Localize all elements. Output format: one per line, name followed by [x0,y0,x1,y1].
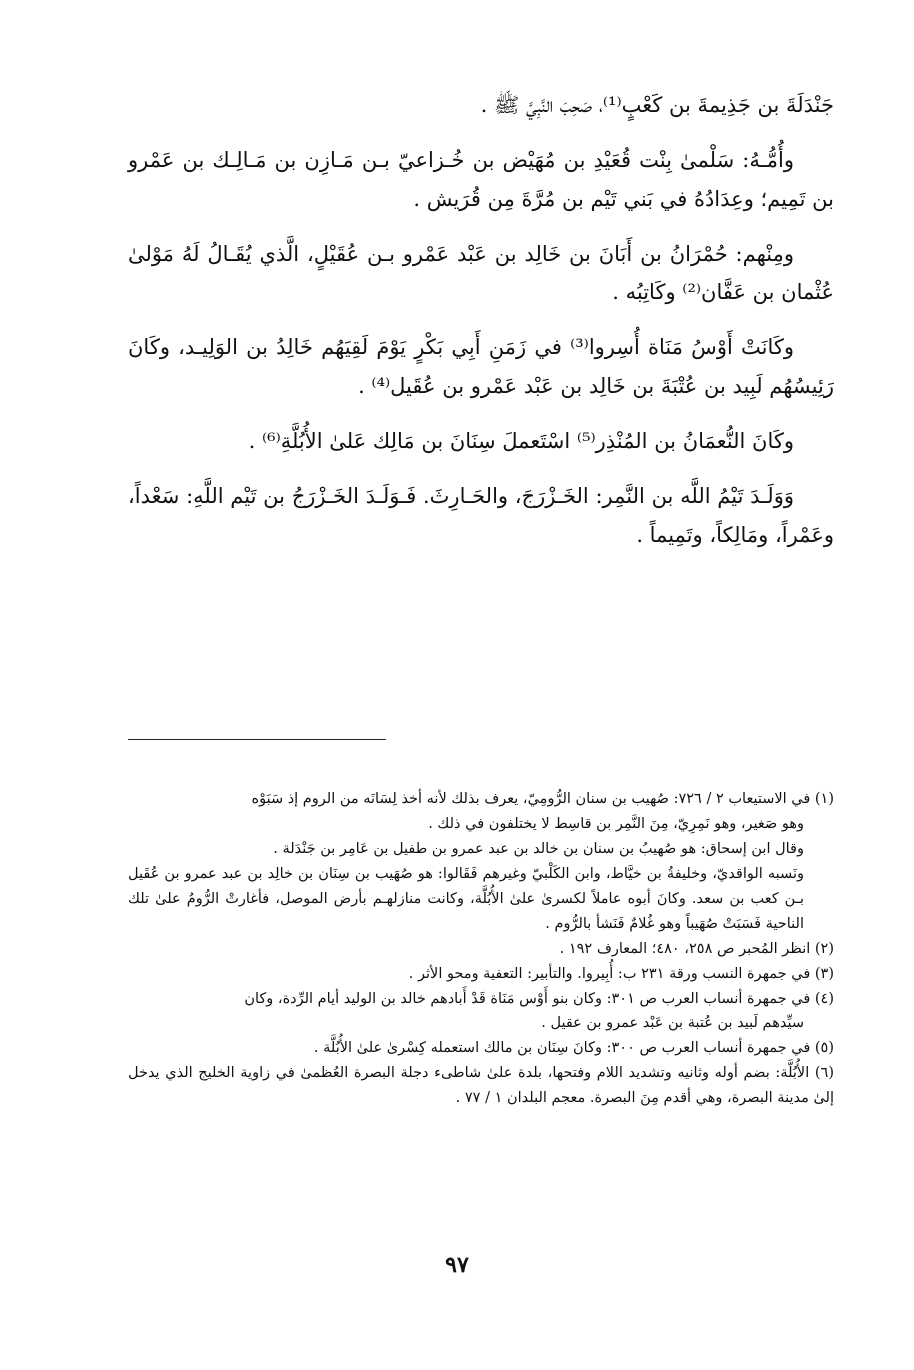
footnote-separator [128,739,386,740]
footnote-1-lineage: ونَسبه الواقديّ، وخليفةُ بن خيَّاط، وابن الكَلْبيّ وغيرهم فَقَالوا: هو صُهَيب بن سِنَان بن خالِد بن عبد عمرو بن عُقَيل بـن كعب بن سعد. وكانَ أبوه عاملاً لكسرىٰ علىٰ الأُبُلَّة، وكانت منازلهـم بأرض الموصل، فأغارتْ الرُّومُ علىٰ تلك الناحية فَسَبَتْ صُهَيباً وهو غُلامٌ فَنَشأ بالرُّوم . [128,865,804,932]
footnote-2: (٢) انظر المُحبر ص ٢٥٨، ٤٨٠؛ المعارف ١٩٢ . [559,940,834,957]
footnote-6: (٦) الأُبُلَّة: بضم أوله وثانيه وتشديد اللام وفتحها، بلدة علىٰ شاطىء دجلة البصرة العُظمىٰ في زاوية الخليج الذي يدخل إلىٰ مدينة البصرة، وهي أقدم مِنَ البصرة. معجم البلدان ١ / ٧٧ . [128,1065,834,1107]
footnote-4: (٤) في جمهرة أنساب العرب ص ٣٠١: وكان بنو أَوْس مَنَاة قَدْ أَبادهم خالد بن الوليد أيام الرِّدة، وكان [244,990,834,1007]
footnote-5: (٥) في جمهرة أنساب العرب ص ٣٠٠: وكانَ سِنَان بن مالك استعمله كِسْرىٰ علىٰ الأُبُلَّة . [313,1040,834,1057]
footnote-1-continuation: وهو صَغير، وهو نَمِرِيّ، مِنَ النَّمِر بن قاسِط لا يختلفون في ذلك . [428,815,804,832]
footnote-3: (٣) في جمهرة النسب ورقة ٢٣١ ب: أُبِيروا. والتأبير: التعفية ومحو الأثر . [408,965,834,982]
paragraph-2: وأُمُّـهُ: سَلْمىٰ بِنْت قُعَيْدِ بن مُهَيْض بن خُـزاعيّ بـن مَـازِن بن مَـالِـك بن عَمْرو بن تَمِيم؛ وعِدَادُهُ في بَني تَيْم بن مُرَّةَ مِن قُرَيش . [128,147,834,211]
footnote-4-continuation: سيِّدهم لَبيد بن عُتبة بن عَبْد عمرو بن عقيل . [541,1015,804,1032]
footnote-1: (١) في الاستيعاب ٢ / ٧٢٦: صُهيب بن سنان الرُّومِيّ، يعرف بذلك لأنه أخذ لِسَانَه من الروم إذ سَبَوْه [251,791,834,807]
main-text [128,86,834,570]
paragraph-4: وكَانَتْ أَوْسُ مَنَاة أُسِروا⁽³⁾ في زَمَنِ أَبِي بَكْرٍ يَوْمَ لَقِيَهُم خَالِدُ بن الوَلِيـد، وكَانَ رَئِيسُهُم لَبِيد بن عُتْبَةَ بن خَالِد بن عَبْد عَمْرو بن عُقَيل⁽⁴⁾ . [128,335,834,399]
paragraph-6: وَوَلَـدَ تَيْمُ اللَّه بن النَّمِر: الخَـزْرَجَ، والحَـارِثَ. فَـوَلَـدَ الخَـزْرَجُ بن تَيْم اللَّهِ: سَعْداً، وعَمْراً، ومَالِكاً، وتَمِيماً . [128,483,834,547]
paragraph-5: وكَانَ النُّعمَانُ بن المُنْذِر⁽⁵⁾ اسْتَعملَ سِنَانَ بن مَالِك عَلىٰ الأُبُلَّةِ⁽⁶⁾ . [248,428,794,453]
paragraph-1: جَنْدَلَةَ بن جَذِيمةَ بن كَعْبٍ⁽¹⁾، صَحِبَ النَّبِيَّ ﷺ . [480,93,834,117]
footnotes [128,787,834,1111]
footnote-1-ibn-ishaq: وقال ابن إسحاق: هو صُهيبُ بن سنان بن خالد بن عبد عمرو بن طفيل بن عَامِر بن جَنْدَلة . [273,840,804,857]
page-number: ٩٧ [445,1252,469,1278]
paragraph-3: ومِنْهم: حُمْرَانُ بن أَبَانَ بن خَالِد بن عَبْد عَمْرو بـن عُقَيْلٍ، الَّذي يُقَـالُ لَهُ مَوْلىٰ عُثْمان بن عَفَّان⁽²⁾ وكَاتِبُه . [128,241,834,305]
